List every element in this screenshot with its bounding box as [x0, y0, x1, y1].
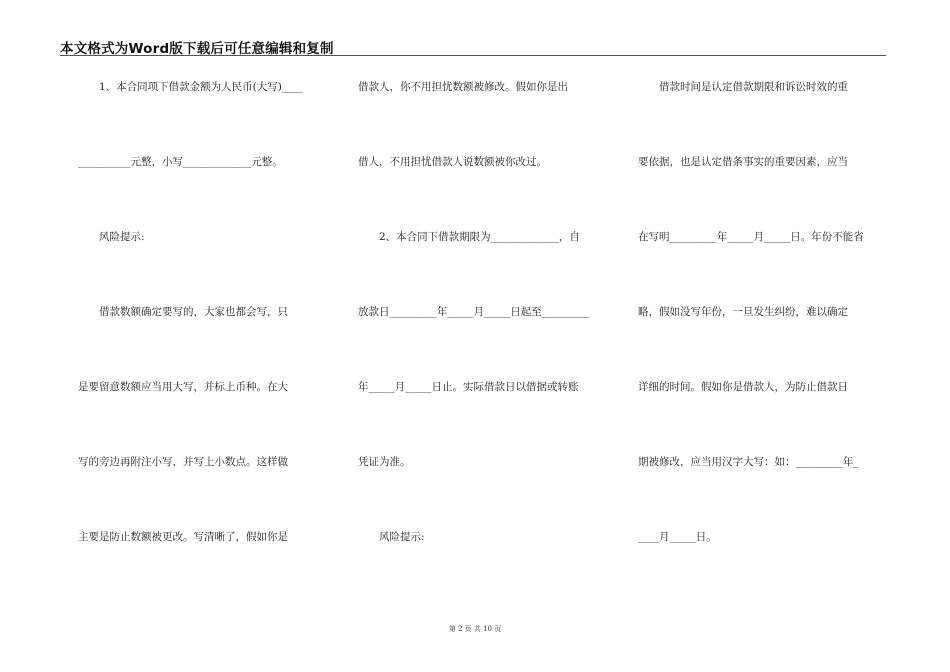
text-line: 借人，不用担忧借款人说数额被你改过。: [358, 156, 547, 168]
text-line: 年_____月_____日止。实际借款日以借据或转账: [358, 381, 579, 393]
text-line: 期被修改，应当用汉字大写：如：_________年_: [638, 456, 859, 468]
text-line: 要依据，也是认定借条事实的重要因素，应当: [638, 156, 848, 168]
text-line: 在写明_________年_____月_____日。年份不能省: [638, 231, 864, 243]
text-line: 2、本合同下借款期限为_____________，自: [358, 231, 580, 243]
text-line: 风险提示:: [78, 231, 145, 243]
text-line: 借款数额确定要写的，大家也都会写，只: [78, 306, 288, 318]
page-number: 第 2 页 共 10 页: [448, 625, 502, 633]
text-line: 放款日_________年_____月_____日起至_________: [358, 306, 589, 318]
header-divider: [60, 55, 886, 56]
text-line: 是要留意数额应当用大写，并标上币种。在大: [78, 381, 288, 393]
text-line: 1、本合同项下借款金额为人民币(大写)____: [78, 81, 303, 93]
text-line: 凭证为准。: [358, 456, 411, 468]
text-line: __________元整，小写_____________元整。: [78, 156, 283, 168]
text-line: 详细的时间。假如你是借款人，为防止借款日: [638, 381, 848, 393]
text-line: ____月_____日。: [638, 531, 717, 543]
text-line: 主要是防止数额被更改。写清晰了，假如你是: [78, 531, 288, 543]
text-line: 借款人，你不用担忧数额被修改。假如你是出: [358, 81, 568, 93]
text-line: 借款时间是认定借款期限和诉讼时效的重: [638, 81, 848, 93]
text-line: 略，假如没写年份，一旦发生纠纷，难以确定: [638, 306, 848, 318]
page-header-title: 本文格式为Word版下载后可任意编辑和复制: [60, 41, 334, 57]
text-line: 风险提示:: [358, 531, 425, 543]
text-line: 写的旁边再附注小写，并写上小数点。这样做: [78, 456, 288, 468]
